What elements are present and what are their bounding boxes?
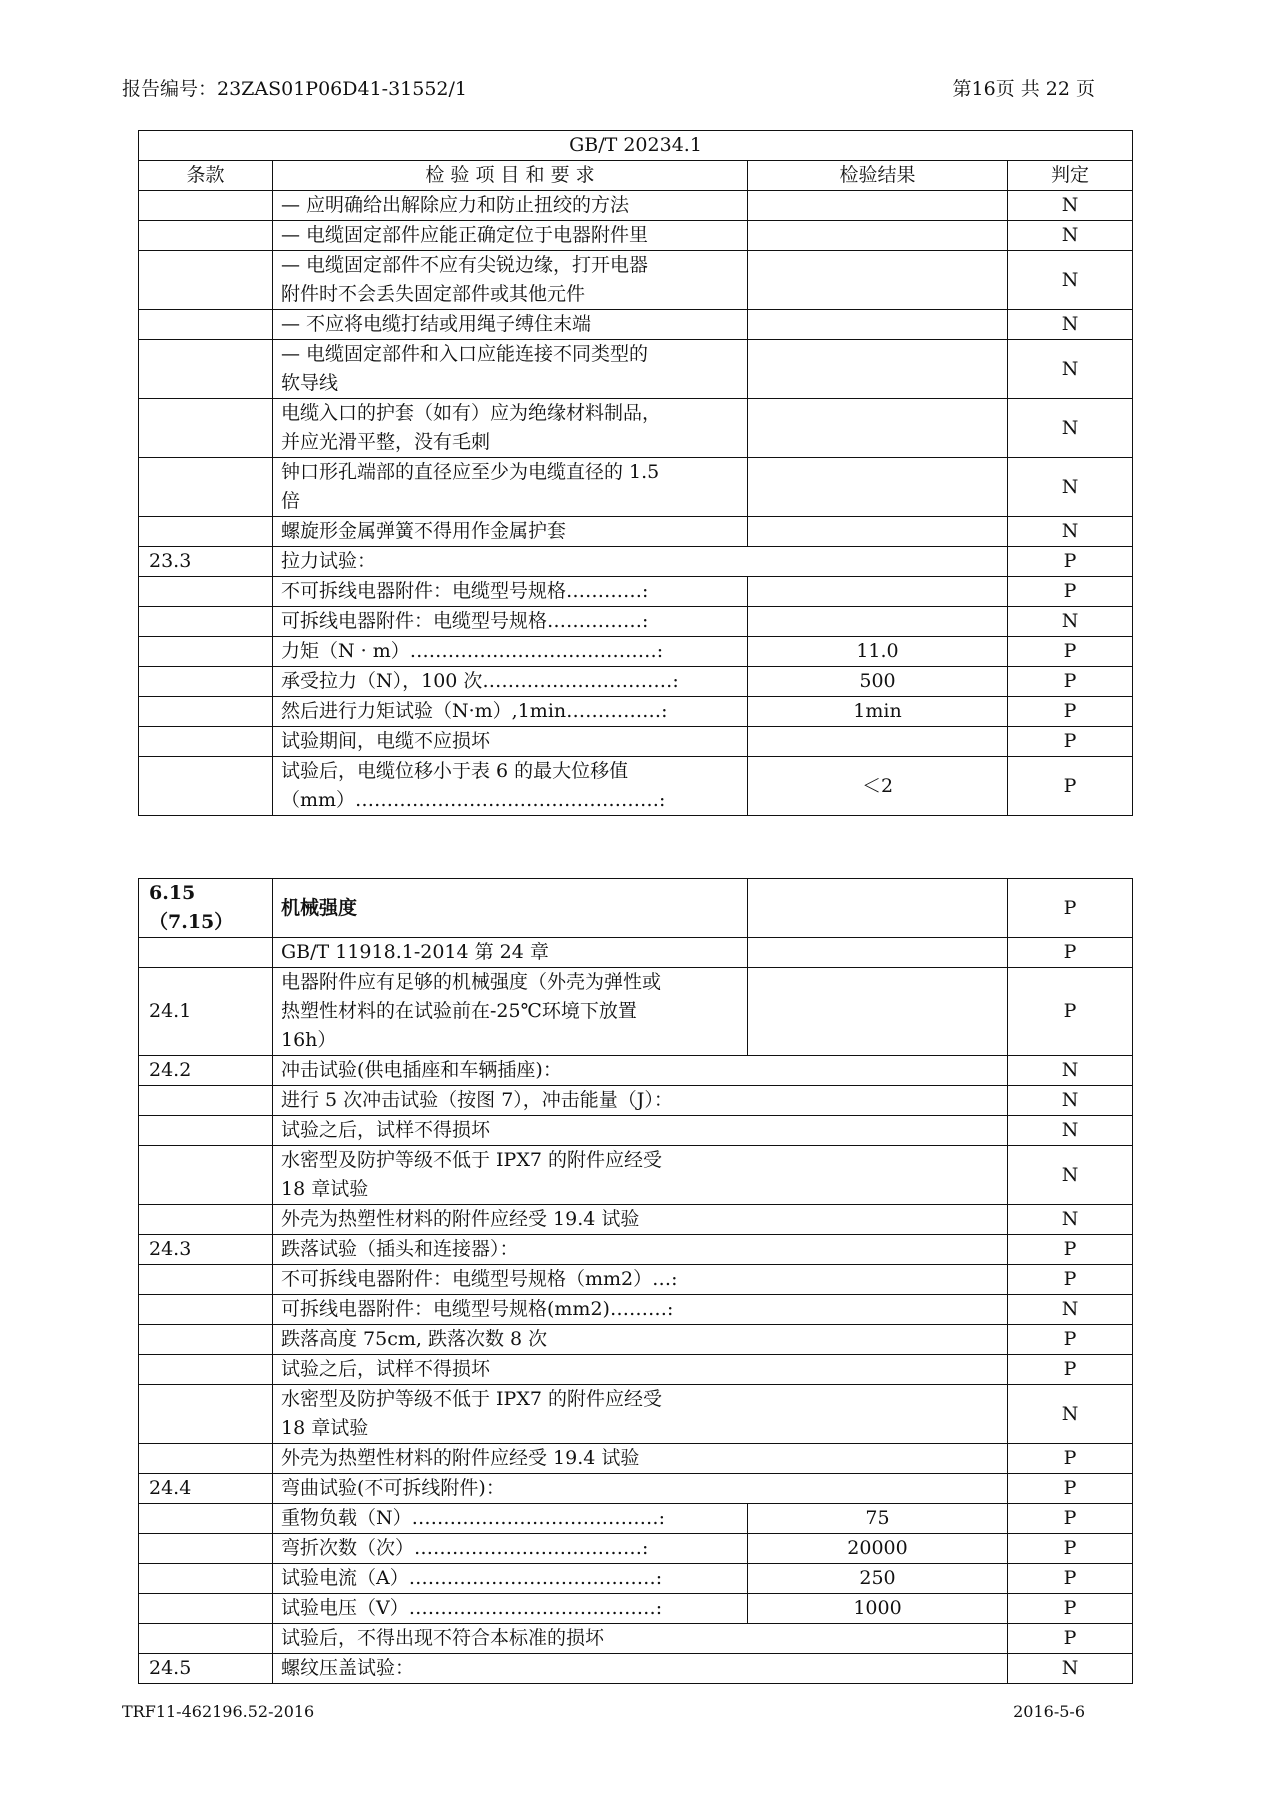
requirement-line: 钟口形孔端部的直径应至少为电缆直径的 1.5 (281, 461, 660, 483)
verdict-cell: P (1008, 637, 1133, 667)
table-row (139, 221, 1133, 251)
requirement-line: — 电缆固定部件应能正确定位于电器附件里 (281, 224, 649, 246)
result-cell: 1min (748, 697, 1008, 727)
verdict-cell: N (1008, 1205, 1133, 1235)
requirement-cell (273, 577, 748, 607)
requirement-cell (273, 1385, 1008, 1444)
requirement-line: 试验之后，试样不得损坏 (281, 1358, 491, 1380)
clause-cell: 24.2 (139, 1056, 273, 1086)
requirement-cell (273, 938, 748, 968)
requirement-cell (273, 1325, 1008, 1355)
requirement-line: GB/T 11918.1-2014 第 24 章 (281, 941, 549, 963)
result-cell (748, 607, 1008, 637)
verdict-cell: N (1008, 399, 1133, 458)
requirement-cell (273, 607, 748, 637)
clause-cell (139, 637, 273, 667)
inspection-table-1 (138, 130, 1133, 816)
requirement-cell (273, 757, 748, 816)
clause-cell (139, 1534, 273, 1564)
clause-cell (139, 1146, 273, 1205)
verdict-cell: N (1008, 1056, 1133, 1086)
clause-cell (139, 458, 273, 517)
clause-cell (139, 1265, 273, 1295)
requirement-cell (273, 399, 748, 458)
table-row (139, 1474, 1133, 1504)
requirement-line: 试验电流（A）…………………………………: (281, 1567, 663, 1589)
table-row (139, 1056, 1133, 1086)
table-row (139, 1235, 1133, 1265)
requirement-cell (273, 1235, 1008, 1265)
requirement-line: 螺纹压盖试验： (281, 1657, 415, 1679)
page-indicator: 第16页 共 22 页 (952, 78, 1095, 100)
table-row (139, 968, 1133, 1056)
verdict-cell: P (1008, 1564, 1133, 1594)
requirement-line: 18 章试验 (281, 1178, 369, 1200)
clause-cell (139, 1116, 273, 1146)
result-cell (748, 577, 1008, 607)
requirement-line: 并应光滑平整，没有毛刺 (281, 431, 491, 453)
requirement-line: 弯曲试验(不可拆线附件)： (281, 1477, 505, 1499)
requirement-cell (273, 667, 748, 697)
result-cell (748, 251, 1008, 310)
form-number: TRF11-462196.52-2016 (122, 1702, 315, 1721)
result-cell (748, 879, 1008, 938)
table-row (139, 399, 1133, 458)
result-cell (748, 517, 1008, 547)
table-row (139, 458, 1133, 517)
clause-cell (139, 1444, 273, 1474)
requirement-cell (273, 1654, 1008, 1684)
requirement-cell (273, 547, 1008, 577)
verdict-cell: P (1008, 727, 1133, 757)
table-row (139, 637, 1133, 667)
table-row (139, 517, 1133, 547)
verdict-cell: P (1008, 1504, 1133, 1534)
verdict-cell: P (1008, 547, 1133, 577)
requirement-line: 试验期间，电缆不应损坏 (281, 730, 491, 752)
clause-cell (139, 1624, 273, 1654)
verdict-cell: P (1008, 577, 1133, 607)
table-row (139, 310, 1133, 340)
table-row (139, 1205, 1133, 1235)
requirement-cell (273, 637, 748, 667)
verdict-cell: N (1008, 251, 1133, 310)
requirement-cell (273, 1146, 1008, 1205)
clause-cell (139, 191, 273, 221)
clause-cell (139, 310, 273, 340)
report-number: 报告编号：23ZAS01P06D41-31552/1 (122, 78, 468, 100)
table-row (139, 1295, 1133, 1325)
clause-cell (139, 727, 273, 757)
requirement-cell (273, 1564, 748, 1594)
clause-cell (139, 1355, 273, 1385)
verdict-cell: N (1008, 1295, 1133, 1325)
clause-cell: 24.5 (139, 1654, 273, 1684)
table-row (139, 697, 1133, 727)
verdict-cell: N (1008, 310, 1133, 340)
clause-cell (139, 697, 273, 727)
clause-cell (139, 1564, 273, 1594)
requirement-line: 18 章试验 (281, 1417, 369, 1439)
verdict-cell: N (1008, 458, 1133, 517)
requirement-line: 倍 (281, 490, 301, 512)
table-row (139, 1146, 1133, 1205)
verdict-cell: N (1008, 1116, 1133, 1146)
requirement-line: 跌落高度 75cm, 跌落次数 8 次 (281, 1328, 548, 1350)
clause-cell (139, 1295, 273, 1325)
requirement-line: 附件时不会丢失固定部件或其他元件 (281, 283, 586, 305)
verdict-cell: N (1008, 340, 1133, 399)
requirement-cell (273, 340, 748, 399)
requirement-cell (273, 517, 748, 547)
requirement-line: 冲击试验(供电插座和车辆插座)： (281, 1059, 562, 1081)
requirement-line: 试验后，不得出现不符合本标准的损坏 (281, 1627, 605, 1649)
verdict-cell: P (1008, 1325, 1133, 1355)
table-row (139, 1624, 1133, 1654)
clause-cell: 6.15（7.15） (139, 879, 273, 938)
verdict-cell: N (1008, 607, 1133, 637)
table-row (139, 1086, 1133, 1116)
result-cell: 11.0 (748, 637, 1008, 667)
table-row (139, 1355, 1133, 1385)
requirement-cell (273, 221, 748, 251)
requirement-cell (273, 968, 748, 1056)
table-row (139, 607, 1133, 637)
table-row (139, 1116, 1133, 1146)
verdict-cell: P (1008, 1355, 1133, 1385)
verdict-cell: P (1008, 1265, 1133, 1295)
verdict-cell: N (1008, 1146, 1133, 1205)
col-header-clause: 条款 (139, 161, 273, 191)
requirement-line: 拉力试验： (281, 550, 377, 572)
inspection-table-2 (138, 878, 1133, 1684)
form-date: 2016-5-6 (1013, 1702, 1085, 1721)
table-row (139, 757, 1133, 816)
requirement-line: 外壳为热塑性材料的附件应经受 19.4 试验 (281, 1447, 640, 1469)
table-row (139, 667, 1133, 697)
requirement-cell (273, 1444, 1008, 1474)
clause-cell (139, 1504, 273, 1534)
verdict-cell: N (1008, 1654, 1133, 1684)
clause-cell (139, 1594, 273, 1624)
requirement-line: 水密型及防护等级不低于 IPX7 的附件应经受 (281, 1149, 662, 1171)
table-row (139, 1444, 1133, 1474)
verdict-cell: P (1008, 1444, 1133, 1474)
table-row (139, 191, 1133, 221)
requirement-line: 不可拆线电器附件：电缆型号规格…………: (281, 580, 649, 602)
clause-cell (139, 251, 273, 310)
result-cell: 1000 (748, 1594, 1008, 1624)
verdict-cell: P (1008, 697, 1133, 727)
requirement-cell (273, 697, 748, 727)
requirement-cell (273, 1624, 1008, 1654)
clause-cell: 24.3 (139, 1235, 273, 1265)
requirement-line: 力矩（N · m）…………………………………: (281, 640, 664, 662)
requirement-line: — 不应将电缆打结或用绳子缚住末端 (281, 313, 592, 335)
requirement-line: — 电缆固定部件不应有尖锐边缘，打开电器 (281, 254, 649, 276)
clause-cell (139, 221, 273, 251)
requirement-line: 电缆入口的护套（如有）应为绝缘材料制品， (281, 402, 662, 424)
verdict-cell: P (1008, 667, 1133, 697)
requirement-cell (273, 1295, 1008, 1325)
requirement-line: 然后进行力矩试验（N·m）,1min……………: (281, 700, 668, 722)
result-cell (748, 727, 1008, 757)
col-header-verdict: 判定 (1008, 161, 1133, 191)
verdict-cell: N (1008, 517, 1133, 547)
result-cell (748, 938, 1008, 968)
col-header-requirement: 检 验 项 目 和 要 求 (273, 161, 748, 191)
clause-cell (139, 1385, 273, 1444)
requirement-line: — 电缆固定部件和入口应能连接不同类型的 (281, 343, 649, 365)
requirement-line: 试验之后，试样不得损坏 (281, 1119, 491, 1141)
verdict-cell: P (1008, 1594, 1133, 1624)
requirement-line: 进行 5 次冲击试验（按图 7），冲击能量（J）： (281, 1089, 673, 1111)
requirement-cell (273, 1534, 748, 1564)
verdict-cell: P (1008, 879, 1133, 938)
clause-cell (139, 607, 273, 637)
table-row (139, 1325, 1133, 1355)
clause-cell: 24.1 (139, 968, 273, 1056)
clause-cell (139, 1086, 273, 1116)
requirement-cell (273, 310, 748, 340)
requirement-line: 机械强度 (281, 896, 358, 919)
table-row (139, 1654, 1133, 1684)
requirement-line: 螺旋形金属弹簧不得用作金属护套 (281, 520, 567, 542)
result-cell (748, 340, 1008, 399)
table-row (139, 1534, 1133, 1564)
table-row (139, 340, 1133, 399)
requirement-line: 外壳为热塑性材料的附件应经受 19.4 试验 (281, 1208, 640, 1230)
result-cell: 500 (748, 667, 1008, 697)
clause-cell (139, 399, 273, 458)
table-title-row (139, 131, 1133, 161)
table-row (139, 1504, 1133, 1534)
result-cell (748, 458, 1008, 517)
clause-cell: 24.4 (139, 1474, 273, 1504)
requirement-cell (273, 251, 748, 310)
verdict-cell: P (1008, 968, 1133, 1056)
requirement-line: 不可拆线电器附件：电缆型号规格（mm2）…: (281, 1268, 678, 1290)
requirement-cell (273, 191, 748, 221)
requirement-line: 跌落试验（插头和连接器）： (281, 1238, 519, 1260)
requirement-line: 16h） (281, 1029, 337, 1051)
result-cell: 75 (748, 1504, 1008, 1534)
result-cell (748, 968, 1008, 1056)
table-row (139, 547, 1133, 577)
clause-cell (139, 577, 273, 607)
result-cell: 250 (748, 1564, 1008, 1594)
clause-cell (139, 1205, 273, 1235)
verdict-cell: P (1008, 1235, 1133, 1265)
requirement-line: — 应明确给出解除应力和防止扭绞的方法 (281, 194, 630, 216)
requirement-cell (273, 458, 748, 517)
result-cell: ＜2 (748, 757, 1008, 816)
result-cell (748, 191, 1008, 221)
verdict-cell: N (1008, 1385, 1133, 1444)
requirement-line: 可拆线电器附件：电缆型号规格(mm2)………: (281, 1298, 674, 1320)
requirement-cell (273, 1205, 1008, 1235)
table-row (139, 938, 1133, 968)
verdict-cell: P (1008, 1534, 1133, 1564)
requirement-cell (273, 1594, 748, 1624)
verdict-cell: N (1008, 221, 1133, 251)
clause-cell (139, 1325, 273, 1355)
requirement-line: （mm）…………………………………………: (281, 789, 666, 811)
table-row (139, 879, 1133, 938)
requirement-cell (273, 1474, 1008, 1504)
requirement-line: 试验后，电缆位移小于表 6 的最大位移值 (281, 760, 629, 782)
clause-cell (139, 757, 273, 816)
requirement-line: 水密型及防护等级不低于 IPX7 的附件应经受 (281, 1388, 662, 1410)
verdict-cell: P (1008, 1474, 1133, 1504)
verdict-cell: P (1008, 1624, 1133, 1654)
result-cell (748, 310, 1008, 340)
requirement-cell (273, 1355, 1008, 1385)
requirement-line: 试验电压（V）…………………………………: (281, 1597, 663, 1619)
standard-title: GB/T 20234.1 (139, 131, 1133, 161)
requirement-cell (273, 727, 748, 757)
table-row (139, 1564, 1133, 1594)
requirement-line: 弯折次数（次）………………………………: (281, 1537, 649, 1559)
result-cell (748, 221, 1008, 251)
requirement-cell (273, 1116, 1008, 1146)
clause-cell: 23.3 (139, 547, 273, 577)
clause-cell (139, 517, 273, 547)
verdict-cell: P (1008, 938, 1133, 968)
table-row (139, 727, 1133, 757)
requirement-cell (273, 879, 748, 938)
requirement-line: 电器附件应有足够的机械强度（外壳为弹性或 (281, 971, 662, 993)
clause-cell (139, 938, 273, 968)
result-cell: 20000 (748, 1534, 1008, 1564)
table-row (139, 251, 1133, 310)
result-cell (748, 399, 1008, 458)
column-header-row (139, 161, 1133, 191)
requirement-cell (273, 1504, 748, 1534)
verdict-cell: N (1008, 1086, 1133, 1116)
table-row (139, 1385, 1133, 1444)
clause-cell (139, 667, 273, 697)
col-header-result: 检验结果 (748, 161, 1008, 191)
table-row (139, 1594, 1133, 1624)
table-row (139, 577, 1133, 607)
requirement-cell (273, 1265, 1008, 1295)
clause-cell (139, 340, 273, 399)
table-row (139, 1265, 1133, 1295)
requirement-line: 可拆线电器附件：电缆型号规格……………: (281, 610, 649, 632)
verdict-cell: P (1008, 757, 1133, 816)
requirement-cell (273, 1056, 1008, 1086)
requirement-line: 热塑性材料的在试验前在-25℃环境下放置 (281, 1000, 637, 1022)
requirement-cell (273, 1086, 1008, 1116)
requirement-line: 承受拉力（N），100 次…………………………: (281, 670, 679, 692)
requirement-line: 软导线 (281, 372, 339, 394)
verdict-cell: N (1008, 191, 1133, 221)
requirement-line: 重物负载（N）…………………………………: (281, 1507, 666, 1529)
